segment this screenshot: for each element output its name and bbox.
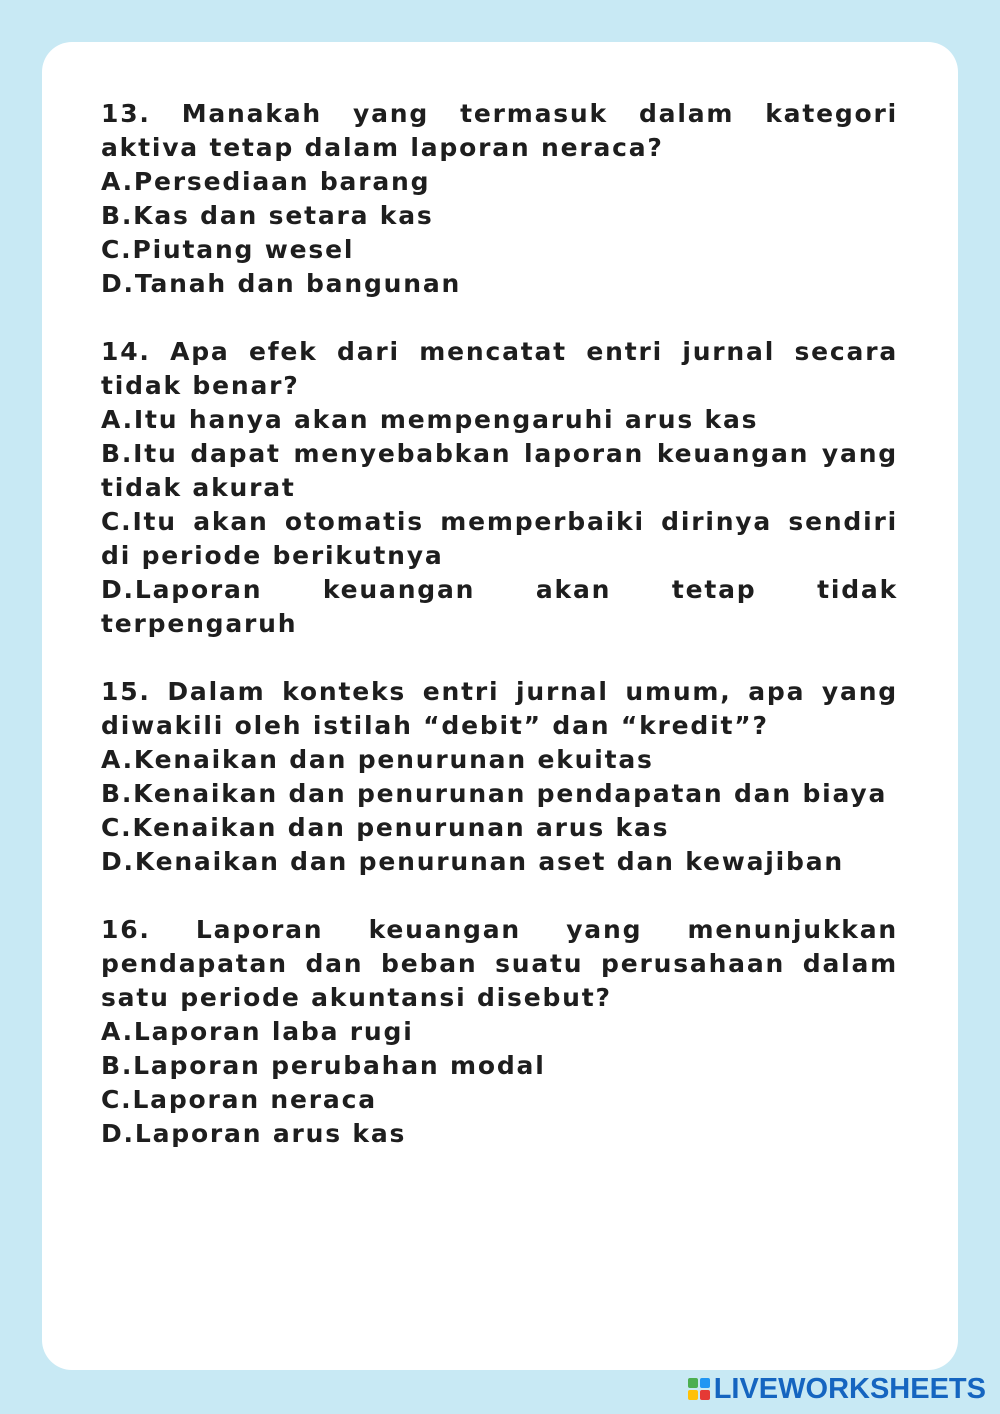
- question-stem: 16. Laporan keuangan yang menunjukkan pendapatan dan beban suatu perusahaan dalam satu periode akuntansi disebut?: [101, 915, 898, 1012]
- option-a[interactable]: A.Itu hanya akan mempengaruhi arus kas: [101, 405, 759, 434]
- logo-tile-icon: [688, 1378, 698, 1388]
- option-a[interactable]: A.Persediaan barang: [101, 167, 431, 196]
- option-d[interactable]: D.Laporan arus kas: [101, 1119, 407, 1148]
- option-a[interactable]: A.Laporan laba rugi: [101, 1017, 414, 1046]
- option-b[interactable]: B.Kenaikan dan penurunan pendapatan dan biaya: [101, 779, 888, 808]
- option-d[interactable]: D.Tanah dan bangunan: [101, 269, 462, 298]
- logo-tile-icon: [700, 1378, 710, 1388]
- option-c[interactable]: C.Itu akan otomatis memperbaiki dirinya sendiri di periode berikutnya: [101, 507, 898, 570]
- option-d[interactable]: D.Kenaikan dan penurunan aset dan kewajiban: [101, 847, 844, 876]
- logo-tile-icon: [688, 1390, 698, 1400]
- option-c[interactable]: C.Kenaikan dan penurunan arus kas: [101, 813, 670, 842]
- option-c[interactable]: C.Laporan neraca: [101, 1085, 377, 1114]
- option-d[interactable]: D.Laporan keuangan akan tetap tidak terpengaruh: [101, 575, 898, 638]
- question-stem: 15. Dalam konteks entri jurnal umum, apa yang diwakili oleh istilah “debit” dan “kredit”?: [101, 677, 898, 740]
- option-b[interactable]: B.Kas dan setara kas: [101, 201, 434, 230]
- liveworksheets-logo: [688, 1372, 986, 1406]
- question-14: [101, 335, 898, 641]
- question-16: [101, 913, 898, 1151]
- question-15: [101, 675, 898, 879]
- logo-tile-icon: [700, 1390, 710, 1400]
- liveworksheets-logo-icon: [688, 1378, 710, 1400]
- question-stem: 14. Apa efek dari mencatat entri jurnal secara tidak benar?: [101, 337, 898, 400]
- brand-name: LIVEWORKSHEETS: [713, 1372, 986, 1405]
- option-b[interactable]: B.Itu dapat menyebabkan laporan keuangan yang tidak akurat: [101, 439, 898, 502]
- question-list: [101, 97, 898, 1185]
- option-a[interactable]: A.Kenaikan dan penurunan ekuitas: [101, 745, 654, 774]
- option-c[interactable]: C.Piutang wesel: [101, 235, 355, 264]
- option-b[interactable]: B.Laporan perubahan modal: [101, 1051, 546, 1080]
- question-13: [101, 97, 898, 301]
- question-stem: 13. Manakah yang termasuk dalam kategori aktiva tetap dalam laporan neraca?: [101, 99, 898, 162]
